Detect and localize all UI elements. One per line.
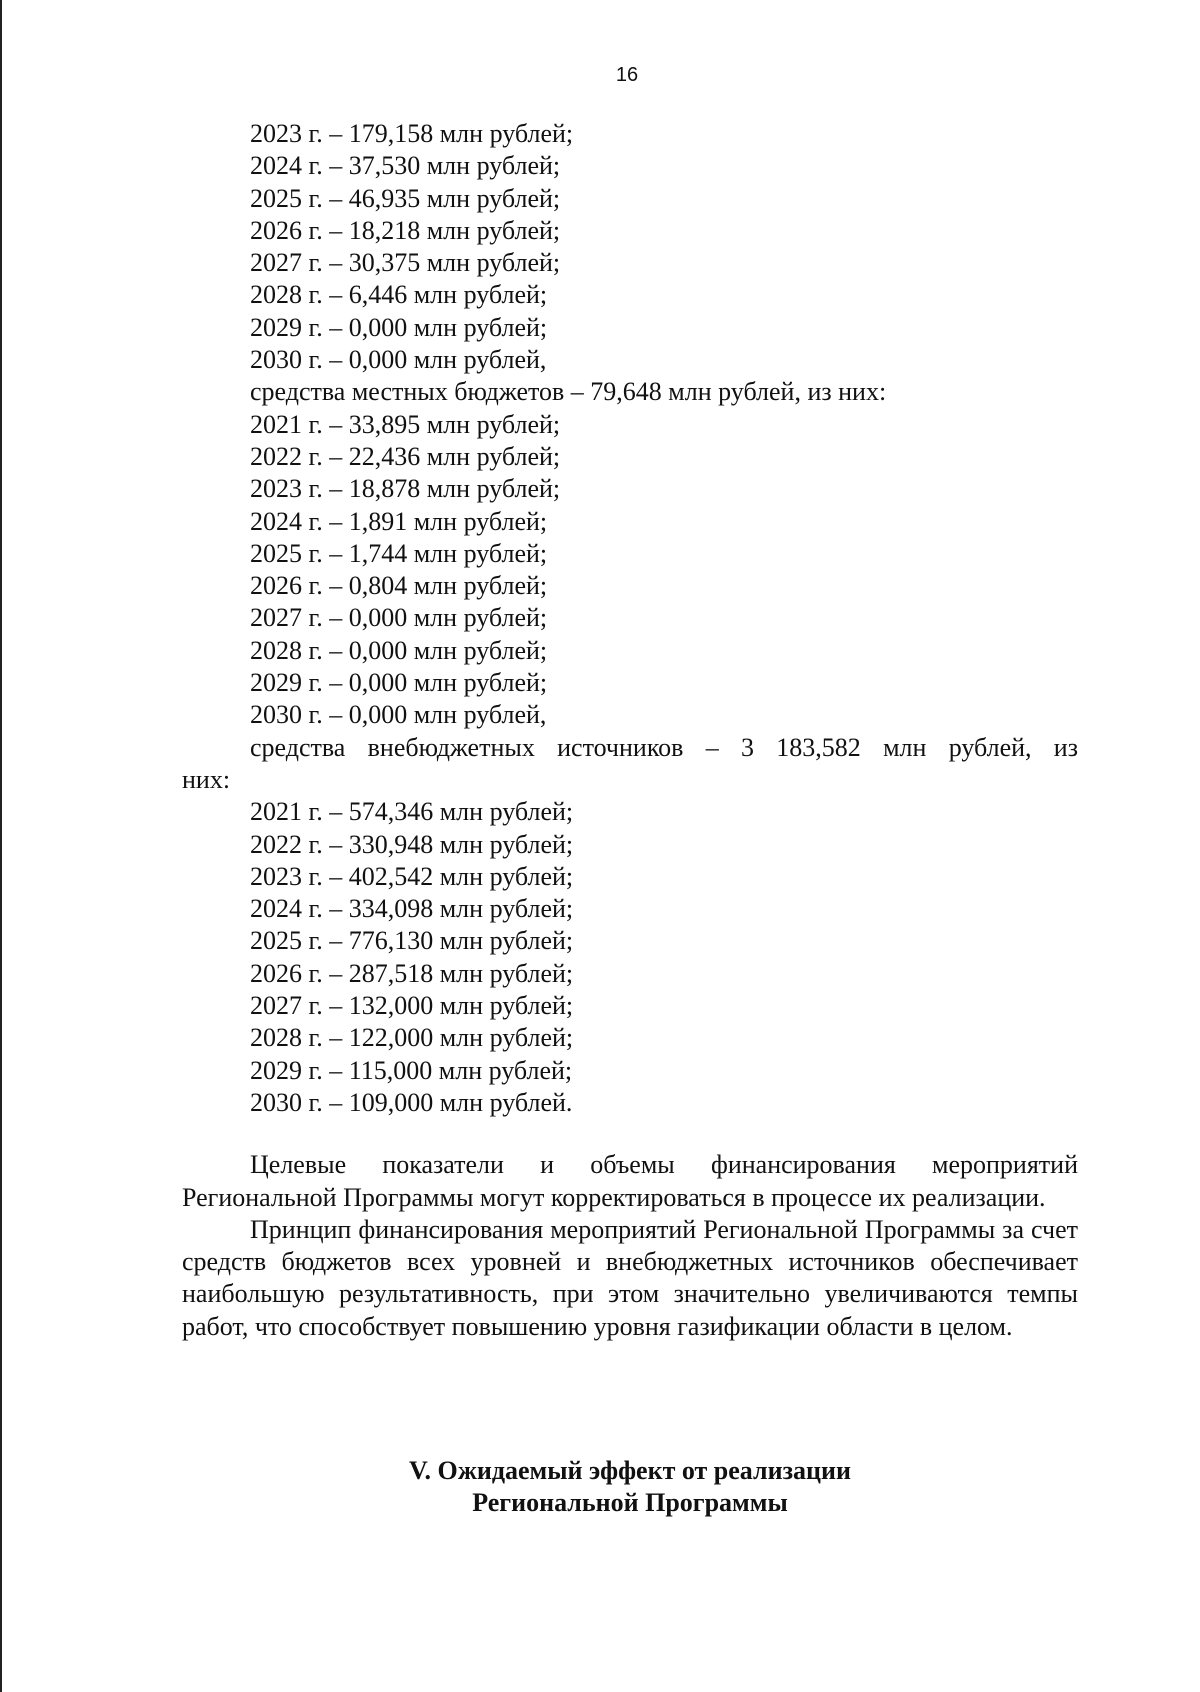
section-heading-line-1: V. Ожидаемый эффект от реализации (409, 1456, 851, 1485)
list-item: 2021 г. – 574,346 млн рублей; (250, 797, 574, 827)
list-item: 2028 г. – 122,000 млн рублей; (250, 1023, 574, 1053)
section-heading-line-2: Региональной Программы (472, 1488, 788, 1517)
list-item: 2025 г. – 776,130 млн рублей; (250, 926, 574, 956)
list-item: 2026 г. – 0,804 млн рублей; (250, 571, 548, 601)
list-item: 2026 г. – 18,218 млн рублей; (250, 215, 561, 245)
list-item: 2030 г. – 0,000 млн рублей, (250, 345, 547, 375)
list-item: 2025 г. – 1,744 млн рублей; (250, 538, 548, 568)
list-item: 2022 г. – 330,948 млн рублей; (250, 829, 574, 859)
list-item: 2030 г. – 0,000 млн рублей, (250, 700, 547, 730)
list-item: 2029 г. – 115,000 млн рублей; (250, 1055, 573, 1085)
list-item: 2022 г. – 22,436 млн рублей; (250, 441, 561, 471)
list-item: 2028 г. – 6,446 млн рублей; (250, 280, 548, 310)
list-item: 2023 г. – 402,542 млн рублей; (250, 861, 574, 891)
paragraph-spacer (182, 1119, 1078, 1149)
section-heading (182, 1455, 1078, 1519)
list-item: 2028 г. – 0,000 млн рублей; (250, 635, 548, 665)
list-item: 2024 г. – 37,530 млн рублей; (250, 151, 561, 181)
list-item: 2023 г. – 18,878 млн рублей; (250, 474, 561, 504)
list-item: 2029 г. – 0,000 млн рублей; (250, 312, 548, 342)
list-item: 2026 г. – 287,518 млн рублей; (250, 958, 574, 988)
extrabudgetary-section (182, 732, 1078, 1120)
list-item: 2024 г. – 1,891 млн рублей; (250, 506, 548, 536)
list-item: 2029 г. – 0,000 млн рублей; (250, 668, 548, 698)
extrabudgetary-intro: средства внебюджетных источников – 3 183,582 млн рублей, из (250, 732, 1078, 762)
paragraph-adjustment: Целевые показатели и объемы финансирования мероприятий Региональной Программы могут корректироваться в процессе их реализации. (182, 1150, 1078, 1212)
local-budget-section (182, 376, 1078, 731)
list-item: 2023 г. – 179,158 млн рублей; (250, 119, 574, 148)
local-budget-intro: средства местных бюджетов – 79,648 млн рублей, из них: (250, 377, 887, 407)
list-item: 2027 г. – 30,375 млн рублей; (250, 248, 561, 278)
list-item: 2021 г. – 33,895 млн рублей; (250, 409, 561, 439)
paragraph-financing-principle: Принцип финансирования мероприятий Региональной Программы за счет средств бюджетов всех уровней и внебюджетных источников обеспечивает наибольшую результативность, при этом значительно увеличиваются темпы работ, что способствует повышению уровня газификации области в целом. (182, 1214, 1078, 1341)
extrabudgetary-intro-continuation: них: (182, 764, 231, 794)
document-body (182, 118, 1078, 1343)
list-item: 2030 г. – 109,000 млн рублей. (250, 1087, 573, 1117)
list-item: 2024 г. – 334,098 млн рублей; (250, 894, 574, 924)
list-item: 2027 г. – 132,000 млн рублей; (250, 991, 574, 1021)
list-item: 2027 г. – 0,000 млн рублей; (250, 603, 548, 633)
regional-budget-list (182, 118, 1078, 376)
page-number: 16 (615, 64, 639, 86)
list-item: 2025 г. – 46,935 млн рублей; (250, 183, 561, 213)
